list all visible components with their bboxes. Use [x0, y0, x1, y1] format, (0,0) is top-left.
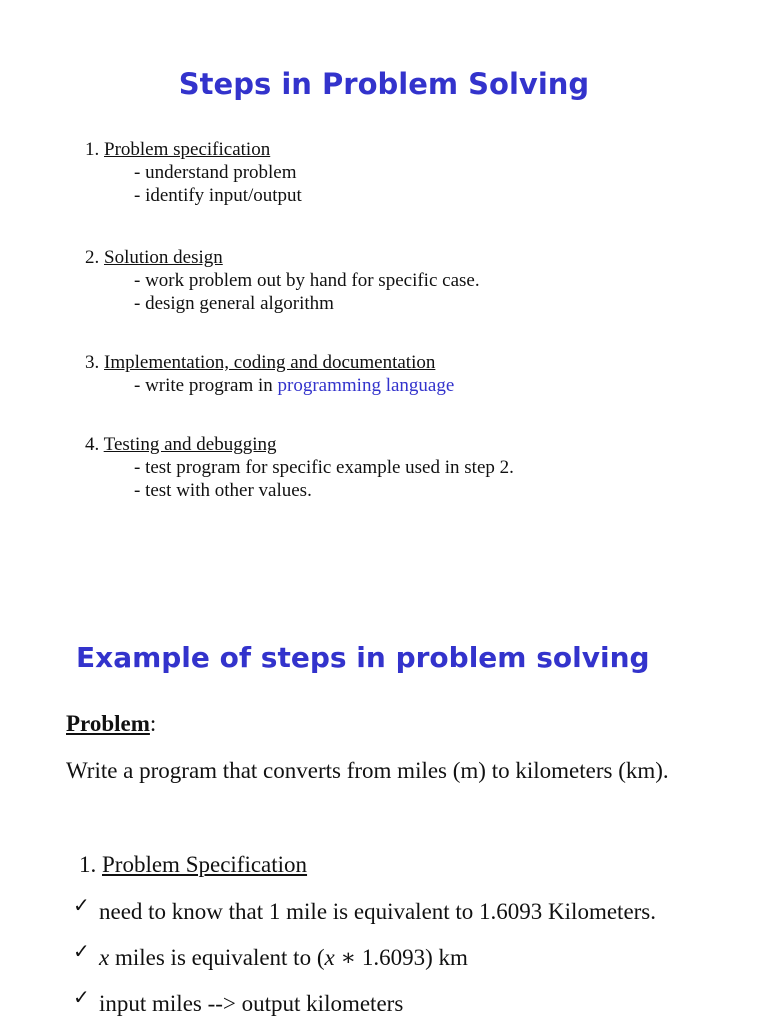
step-detail: - identify input/output: [134, 185, 302, 206]
step-number: 3.: [85, 352, 100, 373]
step-heading: Solution design: [104, 247, 223, 268]
problem-colon: :: [149, 711, 157, 736]
check-item-text: input miles --> output kilometers: [99, 991, 404, 1016]
step-4: [85, 433, 514, 502]
programming-language-link[interactable]: programming language: [277, 375, 455, 396]
step-detail: - work problem out by hand for specific case.: [134, 270, 480, 291]
variable-x: x: [99, 945, 110, 970]
check-item: [73, 985, 404, 1017]
step-3: [85, 351, 454, 397]
problem-heading: [66, 711, 156, 737]
spec-number: 1.: [79, 852, 97, 877]
example-title: Example of steps in problem solving: [76, 641, 650, 674]
check-item: [73, 939, 468, 971]
step-heading: Implementation, coding and documentation: [104, 352, 436, 373]
problem-statement: Write a program that converts from miles (m) to kilometers (km).: [66, 758, 669, 783]
step-detail: [85, 374, 454, 397]
step-detail-text: - write program in: [134, 375, 278, 396]
check-item-text: miles is equivalent to (: [109, 945, 325, 970]
step-1: [85, 138, 302, 207]
step-number: 2.: [85, 247, 100, 268]
spec-heading: [79, 852, 307, 878]
step-number: 4.: [85, 434, 100, 455]
step-detail: - understand problem: [134, 162, 297, 183]
step-detail: - test program for specific example used in step 2.: [134, 457, 514, 478]
step-heading: Problem specification: [104, 139, 271, 160]
checkmark-icon: ✓: [73, 893, 90, 917]
step-detail: - test with other values.: [134, 480, 312, 501]
step-2: [85, 246, 480, 315]
page-title: Steps in Problem Solving: [178, 67, 590, 101]
step-number: 1.: [85, 139, 100, 160]
check-item-text: need to know that 1 mile is equivalent to 1.6093 Kilometers.: [99, 899, 657, 924]
spec-heading-text: Problem Specification: [102, 852, 308, 877]
variable-x: x: [324, 945, 335, 970]
step-detail: - design general algorithm: [134, 293, 334, 314]
check-item-text: ∗ 1.6093) km: [334, 945, 468, 970]
checkmark-icon: ✓: [73, 985, 90, 1009]
problem-label: Problem: [66, 711, 150, 736]
check-item: [73, 893, 657, 925]
step-heading: Testing and debugging: [103, 434, 277, 455]
checkmark-icon: ✓: [73, 939, 90, 963]
